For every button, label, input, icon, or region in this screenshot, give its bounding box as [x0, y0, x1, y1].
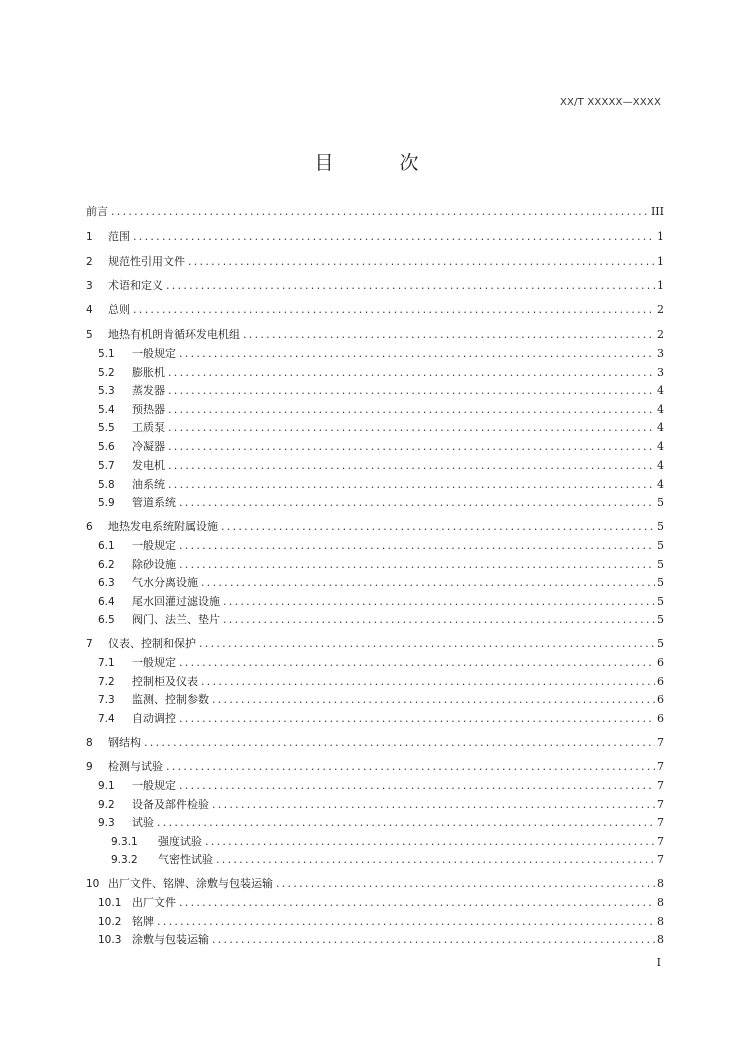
toc-entry-page: 6	[657, 675, 664, 688]
toc-entry-page: 1	[657, 255, 664, 268]
toc-entry-page: 4	[657, 403, 664, 416]
toc-entry-page: 8	[657, 896, 664, 909]
toc-entry-number: 9.3	[98, 817, 115, 829]
toc-entry-page: 7	[657, 835, 664, 848]
toc-entry[interactable]	[98, 814, 664, 832]
toc-leader-dots	[179, 537, 655, 555]
toc-leader-dots	[179, 710, 655, 728]
toc-entry[interactable]	[98, 494, 664, 512]
toc-entry-label: 管道系统	[132, 496, 176, 509]
toc-entry[interactable]	[98, 419, 664, 437]
toc-leader-dots	[133, 301, 655, 319]
toc-entry-number: 6.3	[98, 577, 115, 589]
toc-entry-number: 9	[86, 761, 93, 773]
toc-entry-page: 4	[657, 478, 664, 491]
toc-leader-dots	[168, 364, 655, 382]
toc-entry-label: 监测、控制参数	[132, 693, 209, 706]
toc-entry-page: 1	[657, 279, 664, 292]
toc-entry[interactable]	[98, 457, 664, 475]
toc-entry[interactable]	[86, 253, 664, 271]
toc-entry-number: 5.1	[98, 348, 115, 360]
toc-entry[interactable]	[86, 277, 664, 295]
toc-entry[interactable]	[86, 203, 664, 221]
toc-leader-dots	[157, 913, 655, 931]
toc-entry-label: 检测与试验	[108, 760, 163, 773]
toc-entry[interactable]	[98, 476, 664, 494]
toc-entry-number: 6.2	[98, 559, 115, 571]
toc-entry[interactable]	[98, 654, 664, 672]
toc-entry-number: 6	[86, 521, 93, 533]
toc-entry-number: 5.8	[98, 479, 115, 491]
toc-entry-number: 6.1	[98, 540, 115, 552]
toc-leader-dots	[216, 851, 655, 869]
toc-entry-number: 9.3.1	[111, 836, 138, 848]
toc-entry-page: 6	[657, 693, 664, 706]
toc-leader-dots	[199, 635, 655, 653]
toc-entry-number: 10.2	[98, 916, 122, 928]
toc-entry-label: 钢结构	[108, 736, 141, 749]
toc-entry-page: 5	[657, 576, 664, 589]
toc-entry-number: 5.2	[98, 367, 115, 379]
toc-entry-page: 4	[657, 421, 664, 434]
toc-entry-label: 预热器	[132, 403, 165, 416]
toc-entry-label: 自动调控	[132, 712, 176, 725]
toc-entry[interactable]	[98, 673, 664, 691]
toc-entry-page: 8	[657, 915, 664, 928]
toc-entry[interactable]	[98, 931, 664, 949]
toc-leader-dots	[157, 814, 655, 832]
toc-leader-dots	[179, 894, 655, 912]
toc-entry-label: 气密性试验	[158, 853, 213, 866]
toc-leader-dots	[201, 574, 655, 592]
toc-entry[interactable]	[98, 691, 664, 709]
toc-entry-label: 气水分离设施	[132, 576, 198, 589]
toc-entry-number: 5	[86, 329, 93, 341]
toc-entry-page: 6	[657, 712, 664, 725]
toc-leader-dots	[111, 203, 649, 221]
toc-entry-label: 铭牌	[132, 915, 154, 928]
toc-entry-label: 出厂文件、铭牌、涂敷与包装运输	[108, 877, 273, 890]
toc-leader-dots	[168, 382, 655, 400]
toc-entry-label: 一般规定	[132, 539, 176, 552]
toc-entry-label: 除砂设施	[132, 558, 176, 571]
toc-entry[interactable]	[111, 851, 664, 869]
toc-entry-number: 5.6	[98, 441, 115, 453]
toc-entry[interactable]	[86, 734, 664, 752]
toc-entry-label: 前言	[86, 205, 108, 218]
toc-entry[interactable]	[98, 401, 664, 419]
toc-leader-dots	[188, 253, 655, 271]
toc-leader-dots	[179, 654, 655, 672]
toc-leader-dots	[133, 228, 655, 246]
toc-leader-dots	[212, 796, 655, 814]
toc-entry[interactable]	[98, 796, 664, 814]
toc-entry-page: 5	[657, 520, 664, 533]
toc-entry-page: 8	[657, 933, 664, 946]
toc-entry-page: 8	[657, 877, 664, 890]
toc-entry[interactable]	[86, 301, 664, 319]
toc-entry-number: 10.3	[98, 934, 122, 946]
toc-entry-number: 1	[86, 231, 93, 243]
toc-entry[interactable]	[98, 777, 664, 795]
toc-entry[interactable]	[98, 556, 664, 574]
toc-entry-page: 5	[657, 496, 664, 509]
toc-entry-number: 9.2	[98, 799, 115, 811]
toc-entry[interactable]	[86, 228, 664, 246]
toc-leader-dots	[205, 833, 655, 851]
toc-entry[interactable]	[98, 611, 664, 629]
toc-entry[interactable]	[98, 574, 664, 592]
toc-entry-label: 冷凝器	[132, 440, 165, 453]
toc-entry-label: 出厂文件	[132, 896, 176, 909]
toc-entry-page: 7	[657, 736, 664, 749]
toc-entry-number: 4	[86, 304, 93, 316]
toc-entry-label: 规范性引用文件	[108, 255, 185, 268]
toc-entry-page: 7	[657, 816, 664, 829]
toc-entry-page: 3	[657, 347, 664, 360]
toc-leader-dots	[168, 457, 655, 475]
toc-entry-label: 阀门、法兰、垫片	[132, 613, 220, 626]
toc-entry-page: 5	[657, 595, 664, 608]
toc-entry-number: 2	[86, 256, 93, 268]
toc-entry-label: 膨胀机	[132, 366, 165, 379]
toc-leader-dots	[168, 476, 655, 494]
toc-leader-dots	[179, 494, 655, 512]
toc-entry-page: 6	[657, 656, 664, 669]
toc-leader-dots	[179, 777, 655, 795]
toc-entry-page: 5	[657, 613, 664, 626]
toc-entry-number: 3	[86, 280, 93, 292]
toc-entry-page: 7	[657, 853, 664, 866]
toc-entry-number: 5.5	[98, 422, 115, 434]
toc-entry[interactable]	[98, 537, 664, 555]
toc-entry-number: 6.4	[98, 596, 115, 608]
toc-entry[interactable]	[98, 364, 664, 382]
toc-entry-label: 强度试验	[158, 835, 202, 848]
toc-entry-label: 一般规定	[132, 779, 176, 792]
toc-entry-label: 蒸发器	[132, 384, 165, 397]
toc-entry-page: 3	[657, 366, 664, 379]
toc-entry-page: 7	[657, 798, 664, 811]
toc-leader-dots	[166, 758, 655, 776]
toc-entry[interactable]	[98, 593, 664, 611]
toc-leader-dots	[221, 518, 655, 536]
toc-leader-dots	[243, 326, 655, 344]
toc-entry-number: 10.1	[98, 897, 122, 909]
toc-entry-page: 1	[657, 230, 664, 243]
toc-entry-number: 5.4	[98, 404, 115, 416]
toc-entry[interactable]	[98, 345, 664, 363]
toc-entry-label: 油系统	[132, 478, 165, 491]
toc-entry-page: 4	[657, 459, 664, 472]
toc-entry[interactable]	[86, 635, 664, 653]
toc-entry-page: 5	[657, 558, 664, 571]
toc-entry[interactable]	[86, 758, 664, 776]
toc-leader-dots	[166, 277, 655, 295]
toc-entry-label: 涂敷与包装运输	[132, 933, 209, 946]
toc-entry-label: 地热发电系统附属设施	[108, 520, 218, 533]
toc-entry-label: 总则	[108, 303, 130, 316]
toc-entry[interactable]	[98, 894, 664, 912]
toc-leader-dots	[223, 593, 655, 611]
toc-entry-page: 5	[657, 539, 664, 552]
toc-entry-label: 术语和定义	[108, 279, 163, 292]
toc-entry-page: III	[650, 205, 664, 218]
toc-entry-label: 仪表、控制和保护	[108, 637, 196, 650]
toc-leader-dots	[223, 611, 655, 629]
toc-leader-dots	[168, 438, 655, 456]
toc-leader-dots	[168, 401, 655, 419]
toc-entry-number: 6.5	[98, 614, 115, 626]
toc-entry-label: 地热有机朗肯循环发电机组	[108, 328, 240, 341]
toc-leader-dots	[179, 556, 655, 574]
toc-leader-dots	[201, 673, 655, 691]
toc-entry-label: 设备及部件检验	[132, 798, 209, 811]
toc-entry[interactable]	[86, 518, 664, 536]
toc-leader-dots	[276, 875, 655, 893]
toc-leader-dots	[179, 345, 655, 363]
toc-entry-page: 7	[657, 760, 664, 773]
toc-entry-label: 工质泵	[132, 421, 165, 434]
toc-entry-number: 7.4	[98, 713, 115, 725]
toc-entry[interactable]	[98, 438, 664, 456]
toc-entry[interactable]	[98, 382, 664, 400]
toc-entry-number: 8	[86, 737, 93, 749]
toc-entry-number: 7.2	[98, 676, 115, 688]
toc-entry-number: 7.1	[98, 657, 115, 669]
toc-entry-label: 发电机	[132, 459, 165, 472]
toc-entry[interactable]	[111, 833, 664, 851]
toc-entry-number: 7.3	[98, 694, 115, 706]
toc-entry-page: 4	[657, 384, 664, 397]
toc-entry-label: 控制柜及仪表	[132, 675, 198, 688]
toc-entry-page: 2	[657, 328, 664, 341]
toc-entry-number: 9.1	[98, 780, 115, 792]
toc-entry-number: 5.9	[98, 497, 115, 509]
toc-title: 目 次	[314, 152, 449, 174]
toc-entry-label: 尾水回灌过滤设施	[132, 595, 220, 608]
toc-leader-dots	[212, 931, 655, 949]
toc-leader-dots	[168, 419, 655, 437]
toc-entry[interactable]	[98, 710, 664, 728]
toc-entry-number: 9.3.2	[111, 854, 138, 866]
toc-entry[interactable]	[86, 326, 664, 344]
page-number: I	[656, 956, 661, 969]
toc-entry-label: 范围	[108, 230, 130, 243]
standard-code: XX/T XXXXX—XXXX	[559, 97, 661, 108]
toc-entry[interactable]	[86, 875, 664, 893]
toc-entry-page: 2	[657, 303, 664, 316]
toc-entry-number: 10	[86, 878, 100, 890]
toc-entry-label: 一般规定	[132, 656, 176, 669]
toc-entry-number: 5.7	[98, 460, 115, 472]
toc-entry[interactable]	[98, 913, 664, 931]
toc-entry-page: 5	[657, 637, 664, 650]
toc-entry-number: 5.3	[98, 385, 115, 397]
toc-entry-number: 7	[86, 638, 93, 650]
toc-entry-page: 4	[657, 440, 664, 453]
toc-entry-page: 7	[657, 779, 664, 792]
toc-entry-label: 试验	[132, 816, 154, 829]
toc-leader-dots	[144, 734, 655, 752]
toc-entry-label: 一般规定	[132, 347, 176, 360]
toc-leader-dots	[212, 691, 655, 709]
